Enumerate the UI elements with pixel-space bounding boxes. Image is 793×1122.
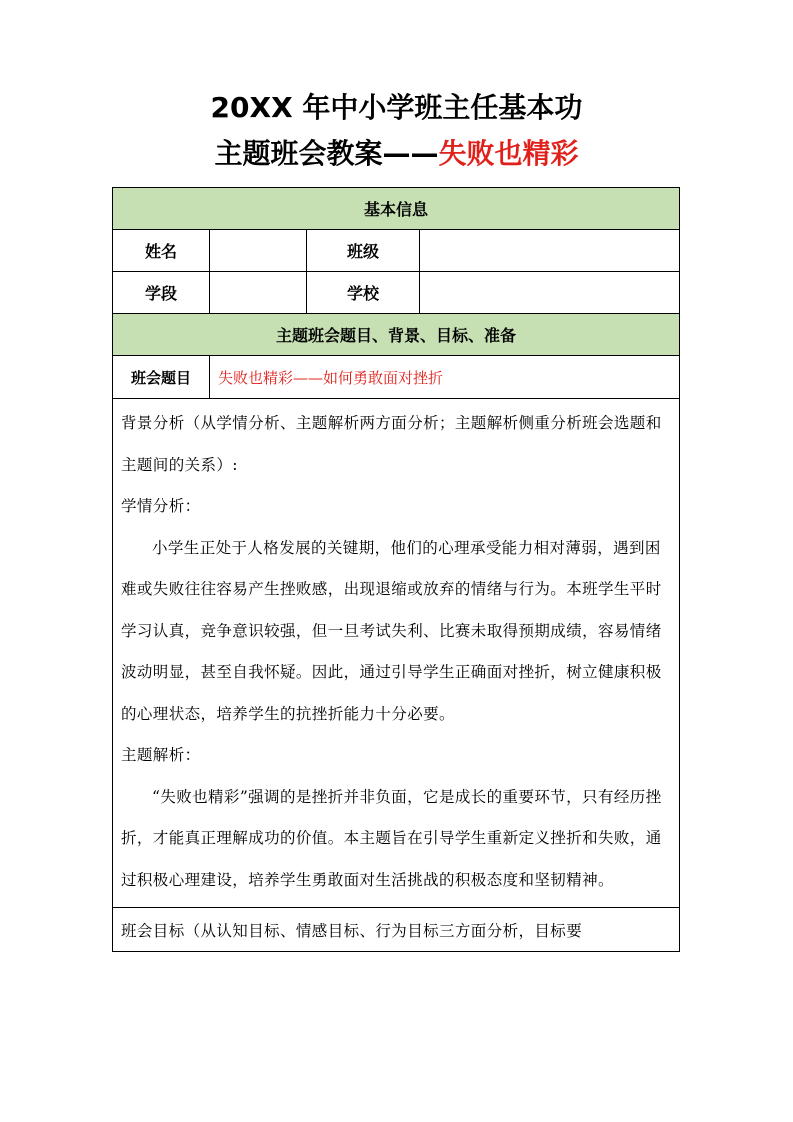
topic-label: 班会题目 (113, 356, 210, 399)
name-field[interactable] (210, 230, 307, 272)
student-analysis-text: 小学生正处于人格发展的关键期，他们的心理承受能力相对薄弱，遇到困难或失败往往容易产生挫败感，出现退缩或放弃的情绪与行为。本班学生平时学习认真，竞争意识较强，但一旦考试失利、比赛未取得预期成绩，容易情绪波动明显，甚至自我怀疑。因此，通过引导学生正确面对挫折，树立健康积极的心理状态，培养学生的抗挫折能力十分必要。 (121, 538, 662, 723)
document-title-line1: 20XX 年中小学班主任基本功 (210, 91, 583, 124)
document-title-line2 (0, 134, 793, 174)
topic-value[interactable]: 失败也精彩——如何勇敢面对挫折 (210, 356, 680, 399)
theme-analysis-heading: 主题解析： (121, 746, 201, 764)
stage-field[interactable] (210, 272, 307, 314)
basic-info-header: 基本信息 (113, 188, 680, 230)
goals-cell[interactable] (113, 908, 680, 952)
school-field[interactable] (420, 272, 680, 314)
title-theme: 失败也精彩 (438, 137, 579, 170)
school-label: 学校 (307, 272, 420, 314)
topic-section-header: 主题班会题目、背景、目标、准备 (113, 314, 680, 356)
student-analysis-heading: 学情分析： (121, 497, 201, 515)
lesson-plan-table (112, 187, 680, 952)
stage-label: 学段 (113, 272, 210, 314)
class-label: 班级 (307, 230, 420, 272)
theme-analysis-text: “失败也精彩”强调的是挫折并非负面，它是成长的重要环节，只有经历挫折，才能真正理解成功的价值。本主题旨在引导学生重新定义挫折和失败，通过积极心理建设，培养学生勇敢面对生活挑战的积极态度和坚韧精神。 (121, 787, 662, 889)
background-intro: 背景分析（从学情分析、主题解析两方面分析；主题解析侧重分析班会选题和主题间的关系）: (121, 414, 662, 474)
class-field[interactable] (420, 230, 680, 272)
background-analysis-cell[interactable] (113, 399, 680, 908)
goals-intro: 班会目标（从认知目标、情感目标、行为目标三方面分析，目标要 (121, 921, 583, 940)
name-label: 姓名 (113, 230, 210, 272)
title-prefix: 主题班会教案—— (214, 137, 439, 170)
